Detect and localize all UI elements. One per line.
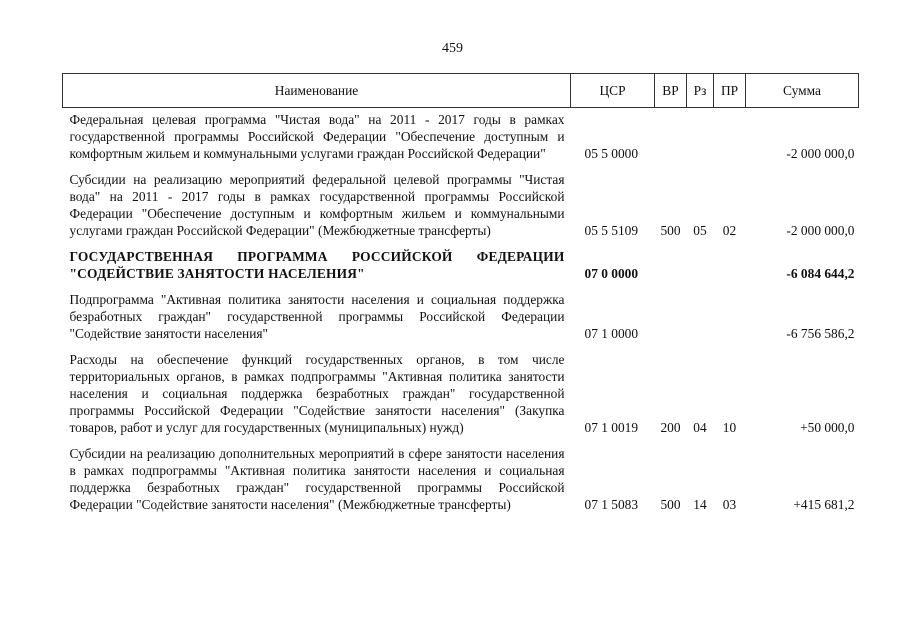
row-sum: +50 000,0 bbox=[800, 420, 855, 435]
header-rz: Рз bbox=[687, 74, 714, 108]
row-name: Подпрограмма "Активная политика занятости населения и социальная поддержка безработных граждан" государственной программы Российской Федерации "Содействие занятости населения" bbox=[69, 292, 565, 341]
row-sum: -6 084 644,2 bbox=[786, 266, 855, 281]
table-row bbox=[63, 438, 859, 515]
row-vr: 500 bbox=[660, 497, 681, 512]
row-name: Расходы на обеспечение функций государственных органов, в том числе территориальных органов, в рамках подпрограммы "Активная политика занятости населения и социальная поддержка безработных граждан" государственной программы Российской Федерации "Содействие занятости населения" (Закупка товаров, работ и услуг для государственных (муниципальных) нужд) bbox=[69, 352, 565, 435]
row-sum: -6 756 586,2 bbox=[786, 326, 855, 341]
row-pr: 02 bbox=[722, 223, 737, 238]
row-name: Федеральная целевая программа "Чистая вода" на 2011 - 2017 годы в рамках государственной программы Российской Федерации "Обеспечение доступным и комфортным жильем и коммунальными услугами граждан Российской Федерации" bbox=[69, 112, 565, 161]
table-body bbox=[63, 108, 859, 516]
row-vr: 500 bbox=[660, 223, 681, 238]
table-row bbox=[63, 164, 859, 241]
row-name: Субсидии на реализацию мероприятий федеральной целевой программы "Чистая вода" на 2011 - 2017 годы в рамках государственной программы Российской Федерации "Обеспечение доступным и комфортным жильем и коммунальными услугами граждан Российской Федерации" (Межбюджетные трансферты) bbox=[69, 172, 565, 238]
row-rz: 14 bbox=[693, 497, 707, 512]
row-csr: 07 1 5083 bbox=[584, 497, 639, 512]
table-row bbox=[63, 108, 859, 165]
row-rz bbox=[687, 284, 714, 344]
row-csr: 07 1 0000 bbox=[584, 326, 639, 341]
row-csr: 05 5 0000 bbox=[584, 146, 639, 161]
row-csr: 05 5 5109 bbox=[584, 223, 639, 238]
row-pr bbox=[714, 284, 746, 344]
header-row bbox=[63, 74, 859, 108]
table-row bbox=[63, 284, 859, 344]
row-sum: +415 681,2 bbox=[793, 497, 855, 512]
row-csr: 07 1 0019 bbox=[584, 420, 639, 435]
row-csr: 07 0 0000 bbox=[584, 266, 639, 281]
table-row bbox=[63, 344, 859, 438]
row-rz bbox=[687, 241, 714, 284]
table-row-bold bbox=[63, 241, 859, 284]
header-pr: ПР bbox=[714, 74, 746, 108]
row-pr bbox=[714, 108, 746, 165]
row-pr: 03 bbox=[722, 497, 737, 512]
row-rz: 04 bbox=[693, 420, 707, 435]
row-name: Субсидии на реализацию дополнительных мероприятий в сфере занятости населения в рамках подпрограммы "Активная политика занятости населения и социальная поддержка безработных граждан" государственной программы Российской Федерации "Содействие занятости населения" (Межбюджетные трансферты) bbox=[69, 446, 565, 512]
table-header bbox=[63, 74, 859, 108]
header-name: Наименование bbox=[63, 74, 571, 108]
budget-table bbox=[62, 73, 859, 515]
row-vr bbox=[655, 241, 687, 284]
row-pr: 10 bbox=[722, 420, 737, 435]
row-sum: -2 000 000,0 bbox=[786, 223, 855, 238]
row-pr bbox=[714, 241, 746, 284]
row-rz bbox=[687, 108, 714, 165]
header-vr: ВР bbox=[655, 74, 687, 108]
row-vr bbox=[655, 284, 687, 344]
header-csr: ЦСР bbox=[571, 74, 655, 108]
row-sum: -2 000 000,0 bbox=[786, 146, 855, 161]
row-vr: 200 bbox=[660, 420, 681, 435]
page-number: 459 bbox=[442, 41, 463, 56]
row-vr bbox=[655, 108, 687, 165]
header-sum: Сумма bbox=[746, 74, 859, 108]
row-name: ГОСУДАРСТВЕННАЯ ПРОГРАММА РОССИЙСКОЙ ФЕДЕРАЦИИ "СОДЕЙСТВИЕ ЗАНЯТОСТИ НАСЕЛЕНИЯ" bbox=[69, 249, 565, 281]
row-rz: 05 bbox=[693, 223, 707, 238]
